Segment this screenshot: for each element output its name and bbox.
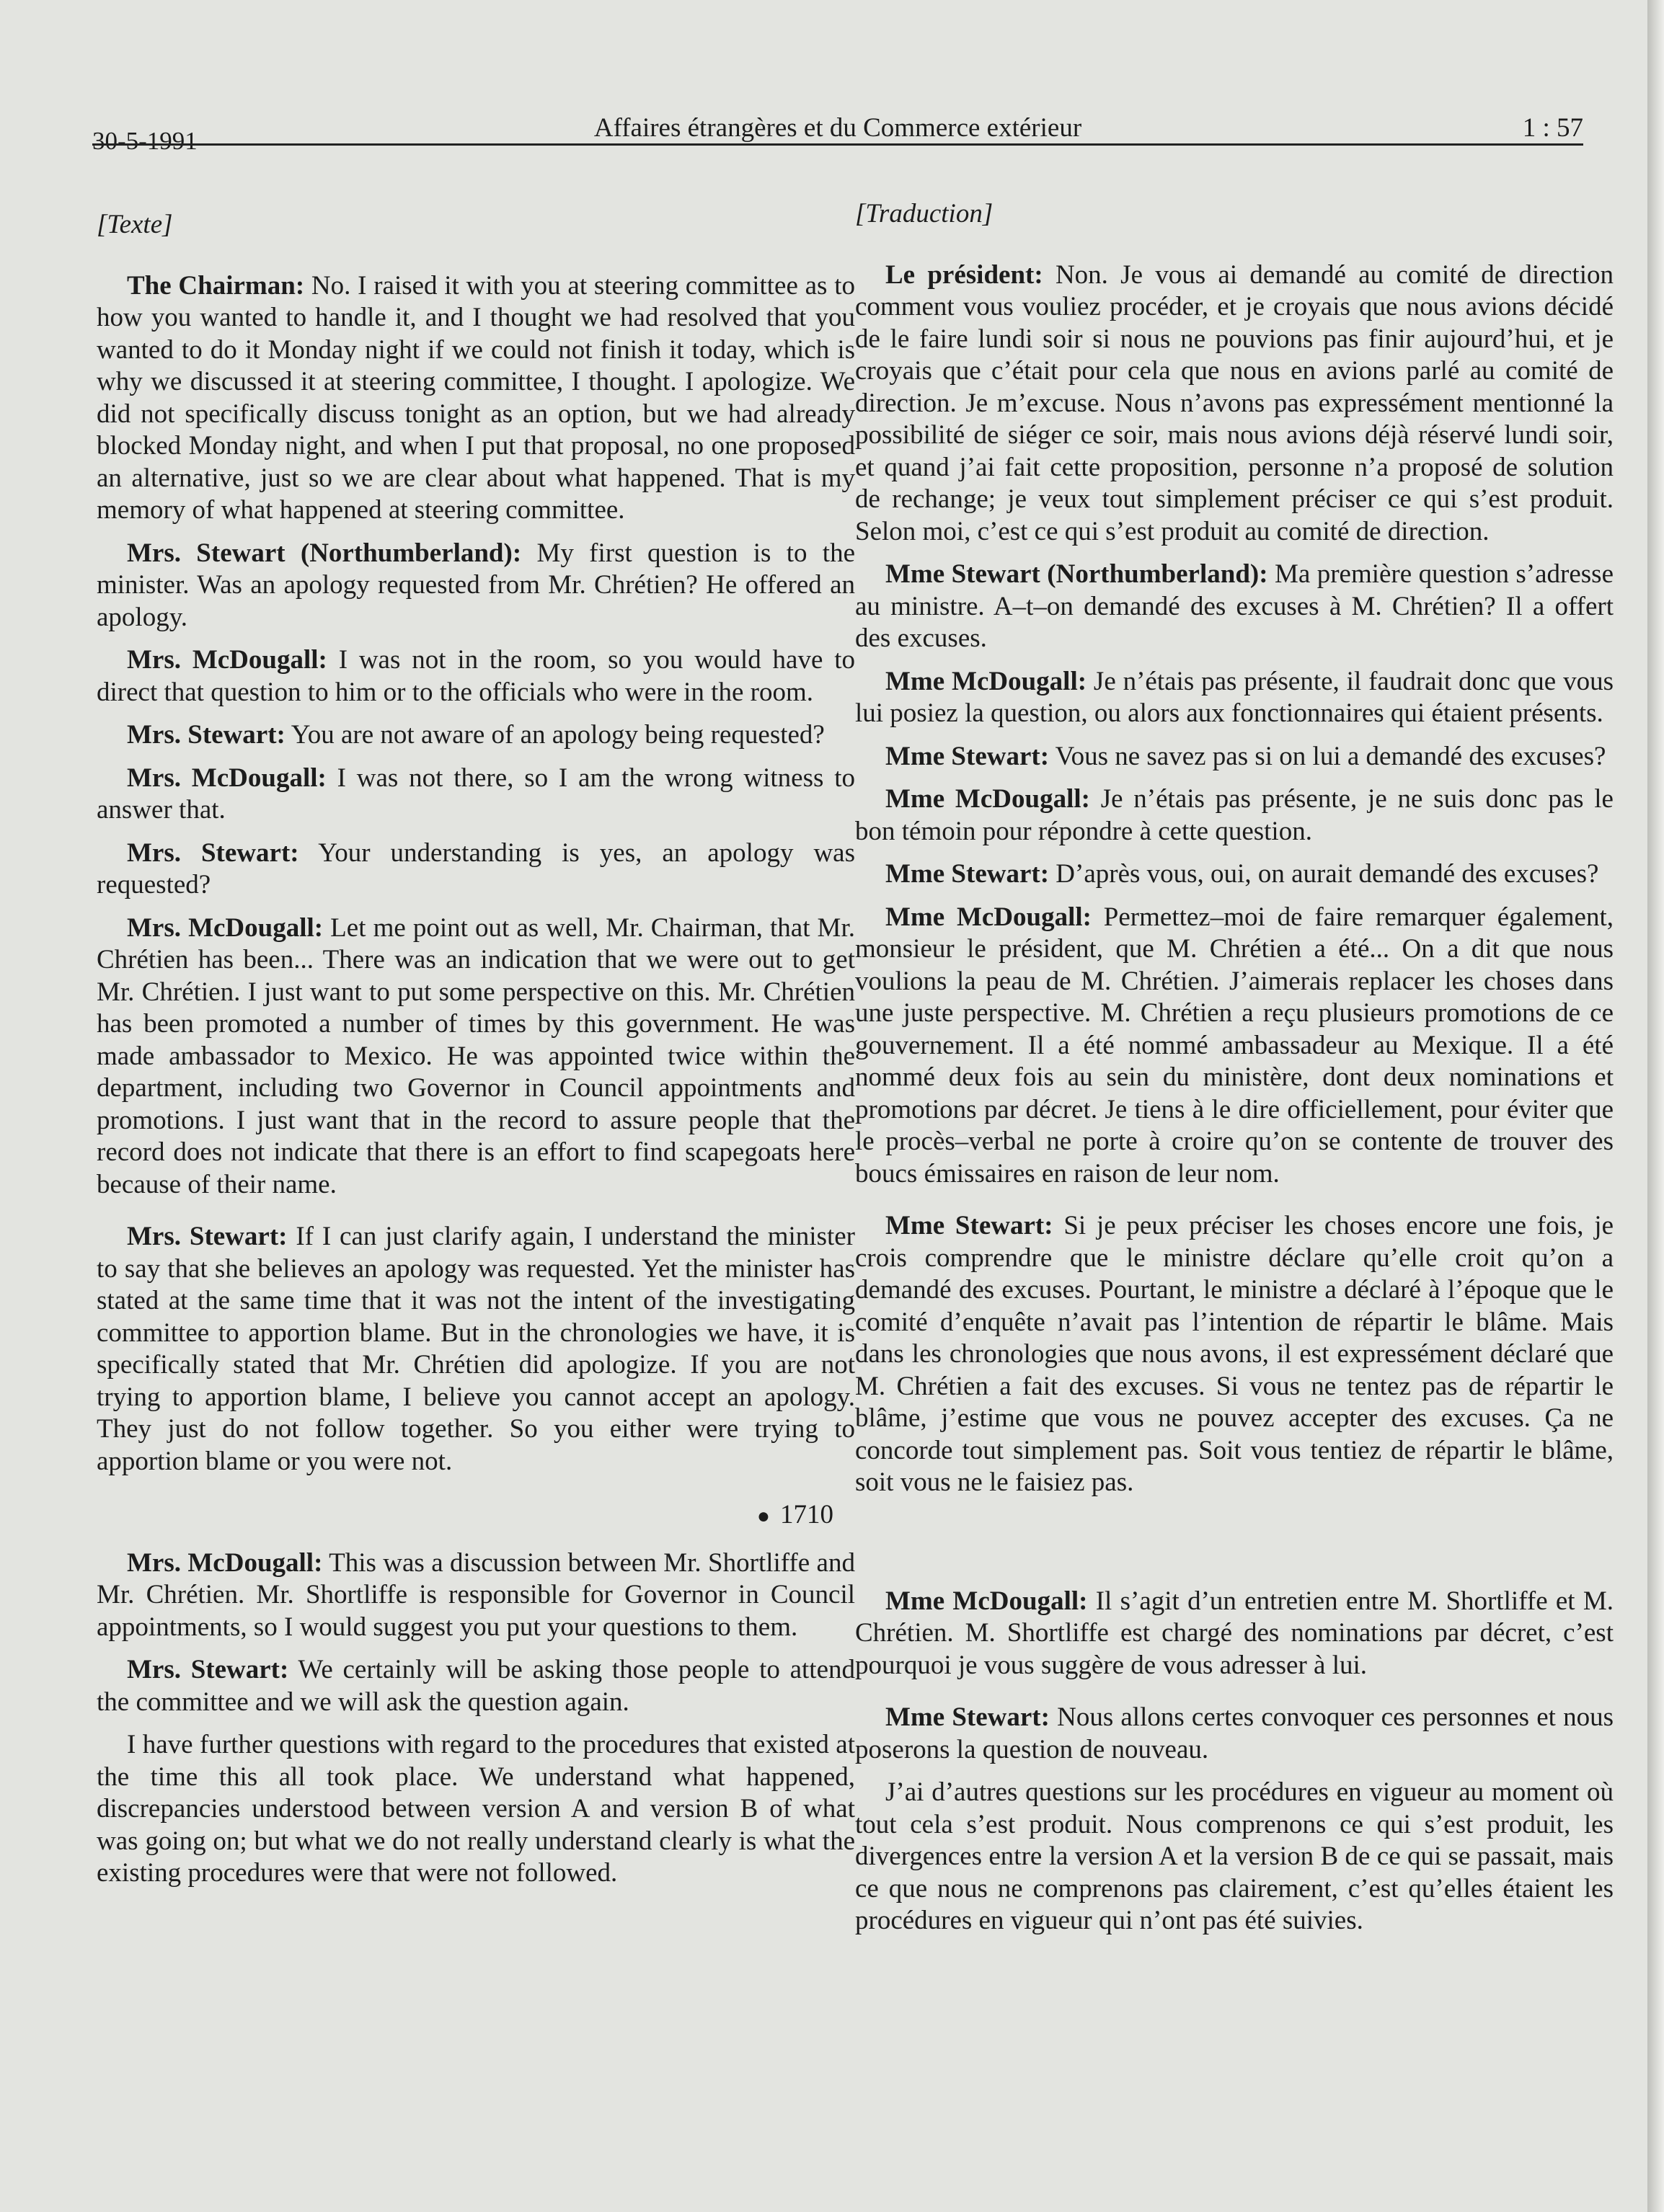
- paragraph: [97, 1654, 855, 1718]
- speech: Il s’agit d’un entretien entre M. Shortliffe et M. Chrétien. M. Shortliffe est chargé des nominations par décret, c’est pourquoi je vous suggère de vous adresser à lui.: [855, 1586, 1614, 1680]
- speech: This was a discussion between Mr. Shortliffe and Mr. Chrétien. Mr. Shortliffe is responsible for Governor in Council appointments, so I would suggest you put your questions to them.: [97, 1547, 855, 1642]
- speaker: Mme McDougall:: [885, 1586, 1088, 1616]
- speaker: Mme McDougall:: [885, 902, 1092, 932]
- header-rule: [92, 143, 1583, 146]
- speaker: Mme McDougall:: [885, 784, 1090, 814]
- right-column: [855, 198, 1614, 1948]
- speaker: Mme McDougall:: [885, 666, 1087, 696]
- speaker: Mme Stewart:: [885, 1702, 1050, 1732]
- paragraph: [855, 741, 1614, 773]
- paragraph: [97, 1221, 855, 1478]
- speech: D’après vous, oui, on aurait demandé des excuses?: [1049, 859, 1599, 889]
- time-marker: [97, 1499, 833, 1533]
- speaker: Mme Stewart:: [885, 859, 1050, 889]
- speaker: The Chairman:: [127, 270, 305, 301]
- speech: Let me point out as well, Mr. Chairman, that Mr. Chrétien has been... There was an indication that we were out to get Mr. Chrétien. I just want to put some perspective on this. Mr. Chrétien has been promoted a number of times by this government. He was made ambassador to Mexico. He was appointed twice within the department, including two Governor in Council appointments and promotions. I just want that in the record to assure people that the record does not indicate that there is an effort to find scapegoats here because of their name.: [97, 912, 855, 1199]
- speaker: Mme Stewart (Northumberland):: [885, 559, 1268, 589]
- paragraph: [855, 1586, 1614, 1682]
- speech: My first question is to the minister. Was an apology requested from Mr. Chrétien? He offered an apology.: [97, 538, 856, 632]
- header-title: Affaires étrangères et du Commerce extérieur: [593, 113, 1082, 143]
- speech: Non. Je vous ai demandé au comité de direction comment vous vouliez procéder, et je croyais que nous avions décidé de le faire lundi soir si nous ne pouvions pas finir aujourd’hui, et je croyais que c’était pour cela que nous en avions parlé au comité de direction. Je m’excuse. Nous n’avons pas expressément mentionné la possibilité de siéger ce soir, mais nous avions déjà réservé lundi soir, et quand j’ai fait cette proposition, personne n’a proposé de solution de rechange; je veux tout simplement préciser ce qui s’est produit. Selon moi, c’est ce qui s’est produit au comité de direction.: [855, 259, 1614, 546]
- language-tag: [Texte]: [97, 210, 173, 239]
- speaker: Mme Stewart:: [885, 741, 1050, 771]
- paragraph: [97, 838, 855, 902]
- page-edge: [1647, 0, 1664, 2212]
- speech: If I can just clarify again, I understand the minister to say that she believes an apology was requested. Yet the minister has stated at the same time that it was not the intent of the investigating committee to apportion blame. But in the chronologies we have, it is specifically stated that Mr. Chrétien did apologize. If you are not trying to apportion blame, I believe you cannot accept an apology. They just do not follow together. So you either were trying to apportion blame or you were not.: [97, 1222, 855, 1476]
- paragraph: [97, 270, 855, 527]
- paragraph: [855, 1210, 1614, 1499]
- speech: Permettez–moi de faire remarquer également, monsieur le président, que M. Chrétien a été... On a dit que nous voulions la peau de M. Chrétien. J’aimerais replacer les choses dans une juste perspective. M. Chrétien a reçu plusieurs promotions de ce gouvernement. Il a été nommé ambassadeur au Mexique. Il a été nommé deux fois au sein du ministère, dont deux nominations et promotions par décret. Je tiens à le dire officiellement, pour éviter que le procès–verbal ne porte à croire qu’on se contente de trouver des boucs émissaires en raison de leur nom.: [855, 902, 1614, 1189]
- speech: J’ai d’autres questions sur les procédures en vigueur au moment où tout cela s’est produit. Nous comprenons ce qui s’est produit, les divergences entre la version A et la version B de ce qui se passait, mais ce que nous ne comprenons pas clairement, c’est qu’elles étaient les procédures en vigueur qui n’ont pas été suivies.: [855, 1777, 1614, 1935]
- bullet-icon: ●: [756, 1504, 770, 1528]
- speech: Vous ne savez pas si on lui a demandé des excuses?: [1049, 741, 1606, 771]
- speaker: Mrs. Stewart:: [127, 838, 299, 868]
- paragraph: [855, 902, 1614, 1191]
- speech: No. I raised it with you at steering committee as to how you wanted to handle it, and I thought we had resolved that you wanted to do it Monday night if we could not finish it today, which is why we discussed it at steering committee, I thought. I apologize. We did not specifically discuss tonight as an option, but we had already blocked Monday night, and when I put that proposal, no one proposed an alternative, just so we are clear about what happened. That is my memory of what happened at steering committee.: [97, 270, 855, 525]
- speech: I was not there, so I am the wrong witness to answer that.: [97, 763, 855, 825]
- paragraph: [855, 1777, 1614, 1937]
- speaker: Mrs. Stewart (Northumberland):: [127, 538, 522, 568]
- speech: Ma première question s’adresse au ministre. A–t–on demandé des excuses à M. Chrétien? Il a offert des excuses.: [855, 559, 1614, 653]
- paragraph: [855, 666, 1614, 730]
- time-marker-value: 1710: [780, 1500, 833, 1529]
- speaker: Mme Stewart:: [885, 1211, 1053, 1240]
- speech: We certainly will be asking those people to attend the committee and we will ask the question again.: [97, 1655, 855, 1717]
- speech: I was not in the room, so you would have to direct that question to him or to the officials who were in the room.: [97, 645, 855, 707]
- paragraph: [855, 858, 1614, 891]
- paragraph: [97, 763, 855, 827]
- language-tag: [Traduction]: [855, 199, 993, 228]
- speaker: Mrs. Stewart:: [127, 1655, 289, 1684]
- paragraph: [97, 719, 855, 752]
- paragraph: [97, 644, 855, 709]
- speaker: Mrs. McDougall:: [127, 763, 327, 793]
- speech: Si je peux préciser les choses encore une fois, je crois comprendre que le ministre déclare qu’elle croit qu’on a demandé des excuses. Pourtant, le ministre a déclaré à l’époque que le comité d’enquête n’avait pas l’intention de répartir le blâme. Mais dans les chronologies que nous avons, il est expressément déclaré que M. Chrétien a fait des excuses. Si vous ne tentez pas de répartir le blâme, j’estime que vous ne pouvez accepter des excuses. Ça ne concorde tout simplement pas. Soit vous tentiez de répartir le blâme, soit vous ne le faisiez pas.: [855, 1211, 1614, 1497]
- paragraph: [855, 559, 1614, 655]
- paragraph: [855, 783, 1614, 848]
- paragraph: [97, 538, 855, 634]
- speaker: Mrs. McDougall:: [127, 1547, 323, 1578]
- speech: You are not aware of an apology being requested?: [285, 720, 825, 750]
- header-date: 30-5-1991: [92, 127, 198, 155]
- speech: Je n’étais pas présente, je ne suis donc pas le bon témoin pour répondre à cette question.: [855, 784, 1614, 846]
- speech: Je n’étais pas présente, il faudrait donc que vous lui posiez la question, ou alors aux fonctionnaires qui étaient présents.: [855, 666, 1614, 728]
- left-column: [97, 209, 855, 1901]
- paragraph: [97, 912, 855, 1202]
- speech: I have further questions with regard to the procedures that existed at the time this all took place. We understand what happened, discrepancies understood between version A and version B of what was going on; but what we do not really understand clearly is what the existing procedures were that were not followed.: [97, 1730, 855, 1888]
- paragraph: [97, 1547, 855, 1644]
- header-page-number: 1 : 57: [1522, 113, 1583, 143]
- speaker: Mrs. McDougall:: [127, 912, 324, 943]
- speech: Nous allons certes convoquer ces personnes et nous poserons la question de nouveau.: [855, 1702, 1614, 1764]
- speaker: Mrs. Stewart:: [127, 720, 286, 750]
- speaker: Le président:: [885, 259, 1043, 290]
- speaker: Mrs. Stewart:: [127, 1222, 288, 1251]
- paragraph: [97, 1729, 855, 1890]
- speech: Your understanding is yes, an apology was requested?: [97, 838, 855, 900]
- paragraph: [855, 1702, 1614, 1766]
- speaker: Mrs. McDougall:: [127, 645, 327, 675]
- paragraph: [855, 259, 1614, 548]
